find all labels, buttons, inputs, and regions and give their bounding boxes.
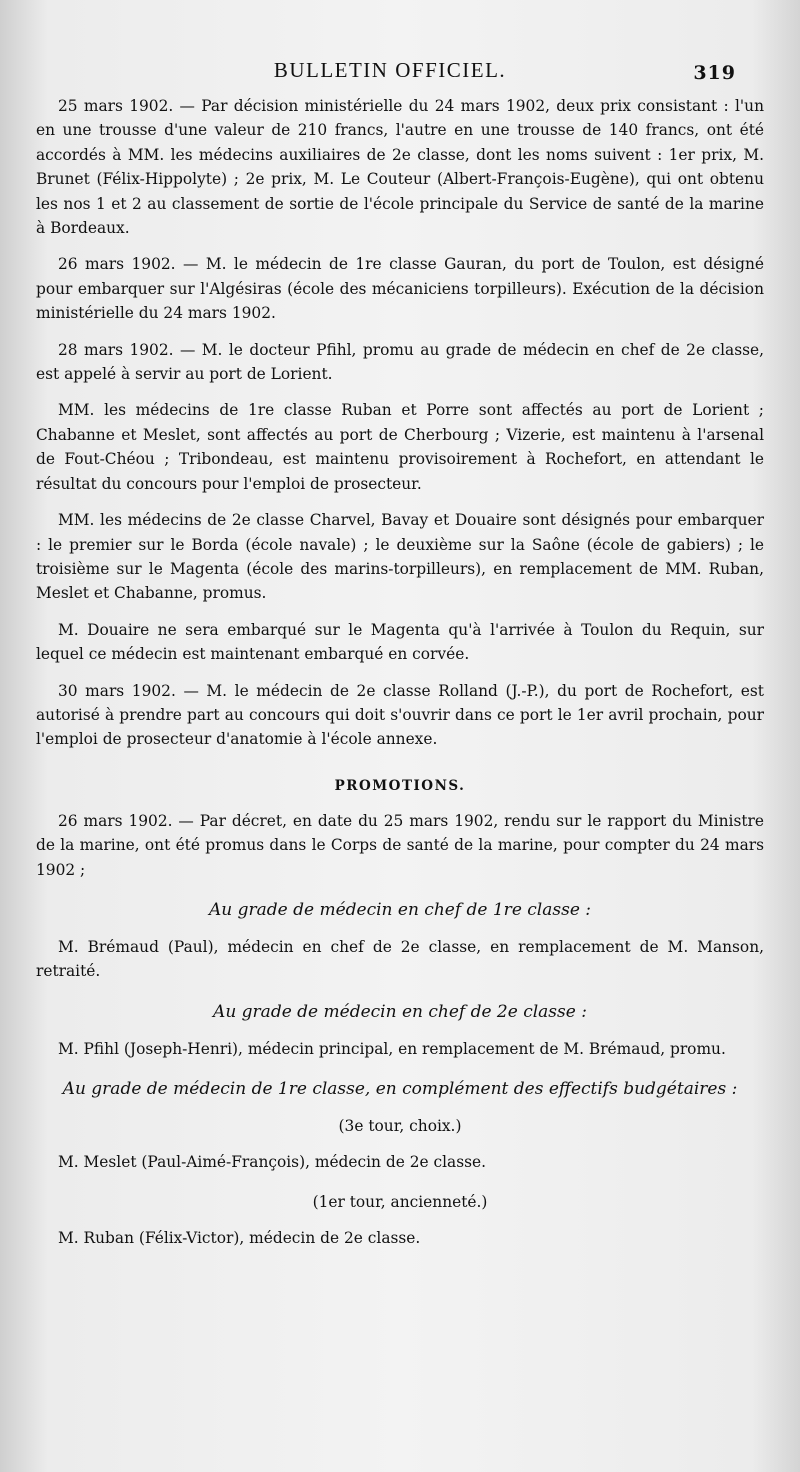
rank-line-anciennete: (1er tour, ancienneté.)	[312, 1192, 488, 1211]
running-header	[36, 58, 764, 94]
paragraph-pfihl-promotion: M. Pfihl (Joseph-Henri), médecin principal, en remplacement de M. Brémaud, promu.	[58, 1039, 726, 1058]
paragraph-bremaud: M. Brémaud (Paul), médecin en chef de 2e classe, en remplacement de M. Manson, retraité.	[36, 937, 764, 981]
grade-heading-1re-classe: Au grade de médecin de 1re classe, en complément des effectifs budgétaires :	[62, 1079, 738, 1100]
paragraph-rolland: 30 mars 1902. — M. le médecin de 2e classe Rolland (J.-P.), du port de Rochefort, est autorisé à prendre part au concours qui doit s'ouvrir dans ce port le 1er avril prochain, pour l'emploi de prosecteur d'anatomie à l'école annexe.	[36, 681, 764, 749]
paragraph-ruban: M. Ruban (Félix-Victor), médecin de 2e classe.	[58, 1228, 421, 1247]
grade-heading-chef-2e: Au grade de médecin en chef de 2e classe :	[213, 1001, 587, 1022]
grade-heading-chef-1re: Au grade de médecin en chef de 1re classe :	[208, 899, 592, 920]
paragraph-prizes: 25 mars 1902. — Par décision ministérielle du 24 mars 1902, deux prix consistant : l'un en une trousse d'une valeur de 210 francs, l'autre en une trousse de 140 francs, ont été accordés à MM. les médecins auxiliaires de 2e classe, dont les noms suivent : 1er prix, M. Brunet (Félix-Hippolyte) ; 2e prix, M. Le Couteur (Albert-François-Eugène), qui ont obtenu les nos 1 et 2 au classement de sortie de l'école principale du Service de santé de la marine à Bordeaux.	[36, 97, 764, 238]
paragraph-assignments: MM. les médecins de 1re classe Ruban et Porre sont affectés au port de Lorient ; Chabanne et Meslet, sont affectés au port de Cherbourg ; Vizerie, est maintenu à l'arsenal de Fout-Chéou ; Tribondeau, est maintenu provisoirement à Rochefort, en attendant le résultat du concours pour l'emploi de prosecteur.	[36, 401, 764, 493]
running-title: BULLETIN OFFICIEL.	[273, 58, 507, 82]
paragraph-douaire: M. Douaire ne sera embarqué sur le Magenta qu'à l'arrivée à Toulon du Requin, sur lequel ce médecin est maintenant embarqué en corvée.	[36, 620, 764, 664]
paragraph-gauran: 26 mars 1902. — M. le médecin de 1re classe Gauran, du port de Toulon, est désigné pour embarquer sur l'Algésiras (école des mécaniciens torpilleurs). Exécution de la décision ministérielle du 24 mars 1902.	[36, 255, 764, 323]
paragraph-pfihl: 28 mars 1902. — M. le docteur Pfihl, promu au grade de médecin en chef de 2e classe, est appelé à servir au port de Lorient.	[36, 340, 764, 384]
section-title-promotions: PROMOTIONS.	[334, 777, 466, 794]
paragraph-decree: 26 mars 1902. — Par décret, en date du 25 mars 1902, rendu sur le rapport du Ministre de la marine, ont été promus dans le Corps de santé de la marine, pour compter du 24 mars 1902 ;	[36, 811, 764, 879]
rank-line-choix: (3e tour, choix.)	[338, 1117, 462, 1136]
paragraph-embarkations: MM. les médecins de 2e classe Charvel, Bavay et Douaire sont désignés pour embarquer : le premier sur le Borda (école navale) ; le deuxième sur la Saône (école de gabiers) ; le troisième sur le Magenta (école des marins-torpilleurs), en remplacement de MM. Ruban, Meslet et Chabanne, promus.	[36, 511, 764, 603]
page-number: 319	[693, 62, 736, 84]
paragraph-meslet: M. Meslet (Paul-Aimé-François), médecin de 2e classe.	[58, 1153, 487, 1172]
